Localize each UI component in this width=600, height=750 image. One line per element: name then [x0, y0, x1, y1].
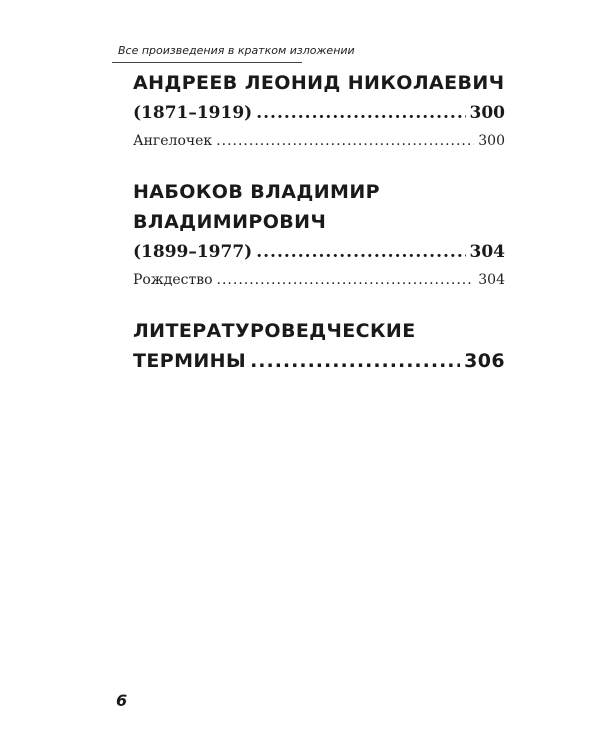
author-years-line[interactable] [133, 237, 505, 267]
dot-leader [250, 346, 460, 376]
toc-section-terms [133, 316, 505, 376]
page-number: 304 [478, 272, 505, 288]
section-title-continued: ТЕРМИНЫ [133, 350, 247, 372]
table-of-contents [133, 68, 505, 399]
author-years: (1899–1977) [133, 242, 253, 262]
page-folio: 6 [116, 691, 128, 710]
author-name-continued: ВЛАДИМИРОВИЧ [133, 211, 327, 233]
toc-section-nabokov [133, 177, 505, 293]
section-title-line[interactable] [133, 346, 505, 376]
page-number: 300 [469, 103, 505, 123]
work-title: Рождество [133, 272, 213, 288]
dot-leader [216, 128, 474, 154]
author-name: АНДРЕЕВ ЛЕОНИД НИКОЛАЕВИЧ [133, 72, 505, 94]
page-number: 306 [464, 350, 505, 372]
work-title: Ангелочек [133, 133, 213, 149]
dot-leader [256, 237, 465, 267]
toc-entry-rozhdestvo[interactable] [133, 267, 505, 293]
header-rule [112, 62, 302, 63]
toc-section-andreev [133, 68, 505, 154]
dot-leader [217, 267, 475, 293]
section-title: ЛИТЕРАТУРОВЕДЧЕСКИЕ [133, 320, 416, 342]
dot-leader [256, 98, 465, 128]
running-head: Все произведения в кратком изложении [118, 44, 355, 57]
page-number: 300 [478, 133, 505, 149]
author-years: (1871–1919) [133, 103, 253, 123]
page-number: 304 [469, 242, 505, 262]
author-years-line[interactable] [133, 98, 505, 128]
author-name: НАБОКОВ ВЛАДИМИР [133, 181, 380, 203]
toc-entry-angelochek[interactable] [133, 128, 505, 154]
